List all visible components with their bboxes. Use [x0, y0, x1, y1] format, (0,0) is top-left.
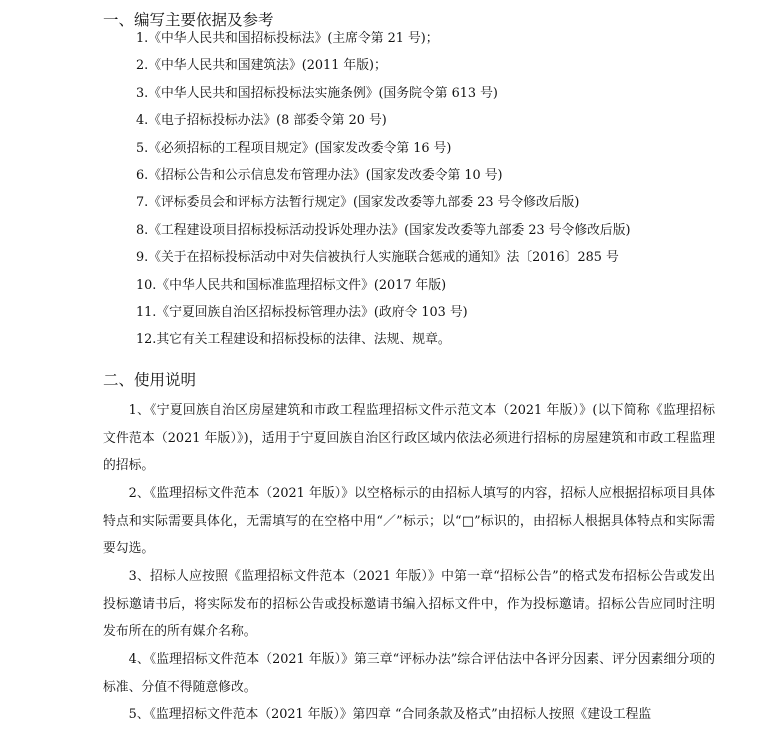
usage-paragraph-3: 3、招标人应按照《监理招标文件范本（2021 年版）》中第一章“招标公告”的格式发布招标公告或发出投标邀请书后，将实际发布的招标公告或投标邀请书编入招标文件中，作为投标邀请。招标公告应同时注明发布所在的所有媒介名称。 [103, 569, 715, 640]
reference-item: 1.《中华人民共和国招标投标法》(主席令第 21 号)； [136, 31, 439, 46]
section-heading-usage: 二、使用说明 [103, 371, 197, 389]
usage-paragraph-2: 2、《监理招标文件范本（2021 年版）》以空格标示的由招标人填写的内容，招标人应根据招标项目具体特点和实际需要具体化，无需填写的在空格中用“／”标示；以“□”标识的，由招标人根据具体特点和实际需要勾选。 [103, 486, 715, 557]
reference-item: 5.《必须招标的工程项目规定》(国家发改委令第 16 号) [136, 140, 452, 156]
reference-item: 9.《关于在招标投标活动中对失信被执行人实施联合惩戒的通知》法〔2016〕285 号 [136, 250, 619, 266]
reference-item: 10.《中华人民共和国标准监理招标文件》(2017 年版) [136, 277, 447, 293]
usage-paragraph-1: 1、《宁夏回族自治区房屋建筑和市政工程监理招标文件示范文本（2021 年版）》(以下简称《监理招标文件范本（2021 年版）》)，适用于宁夏回族自治区行政区域内依法必须进行招标的房屋建筑和市政工程监理的招标。 [103, 403, 715, 474]
reference-item: 7.《评标委员会和评标方法暂行规定》(国家发改委等九部委 23 号令修改后版) [136, 195, 580, 211]
section-heading-basis: 一、编写主要依据及参考 [103, 11, 274, 29]
reference-item: 2.《中华人民共和国建筑法》(2011 年版)； [136, 58, 387, 74]
reference-item: 6.《招标公告和公示信息发布管理办法》(国家发改委令第 10 号) [136, 167, 503, 183]
reference-item: 12.其它有关工程建设和招标投标的法律、法规、规章。 [136, 332, 451, 348]
reference-item: 4.《电子招标投标办法》(8 部委令第 20 号) [136, 113, 387, 129]
usage-paragraph-4: 4、《监理招标文件范本（2021 年版）》第三章“评标办法”综合评估法中各评分因素、评分因素细分项的标准、分值不得随意修改。 [103, 652, 715, 695]
reference-item: 8.《工程建设项目招标投标活动投诉处理办法》(国家发改委等九部委 23 号令修改后版) [136, 222, 631, 238]
reference-list [136, 11, 631, 354]
reference-item: 11.《宁夏回族自治区招标投标管理办法》(政府令 103 号) [136, 304, 468, 320]
usage-paragraph-5: 5、《监理招标文件范本（2021 年版）》第四章 “合同条款及格式”由招标人按照《建设工程监 [128, 707, 652, 722]
reference-item: 3.《中华人民共和国招标投标法实施条例》(国务院令第 613 号) [136, 85, 498, 101]
